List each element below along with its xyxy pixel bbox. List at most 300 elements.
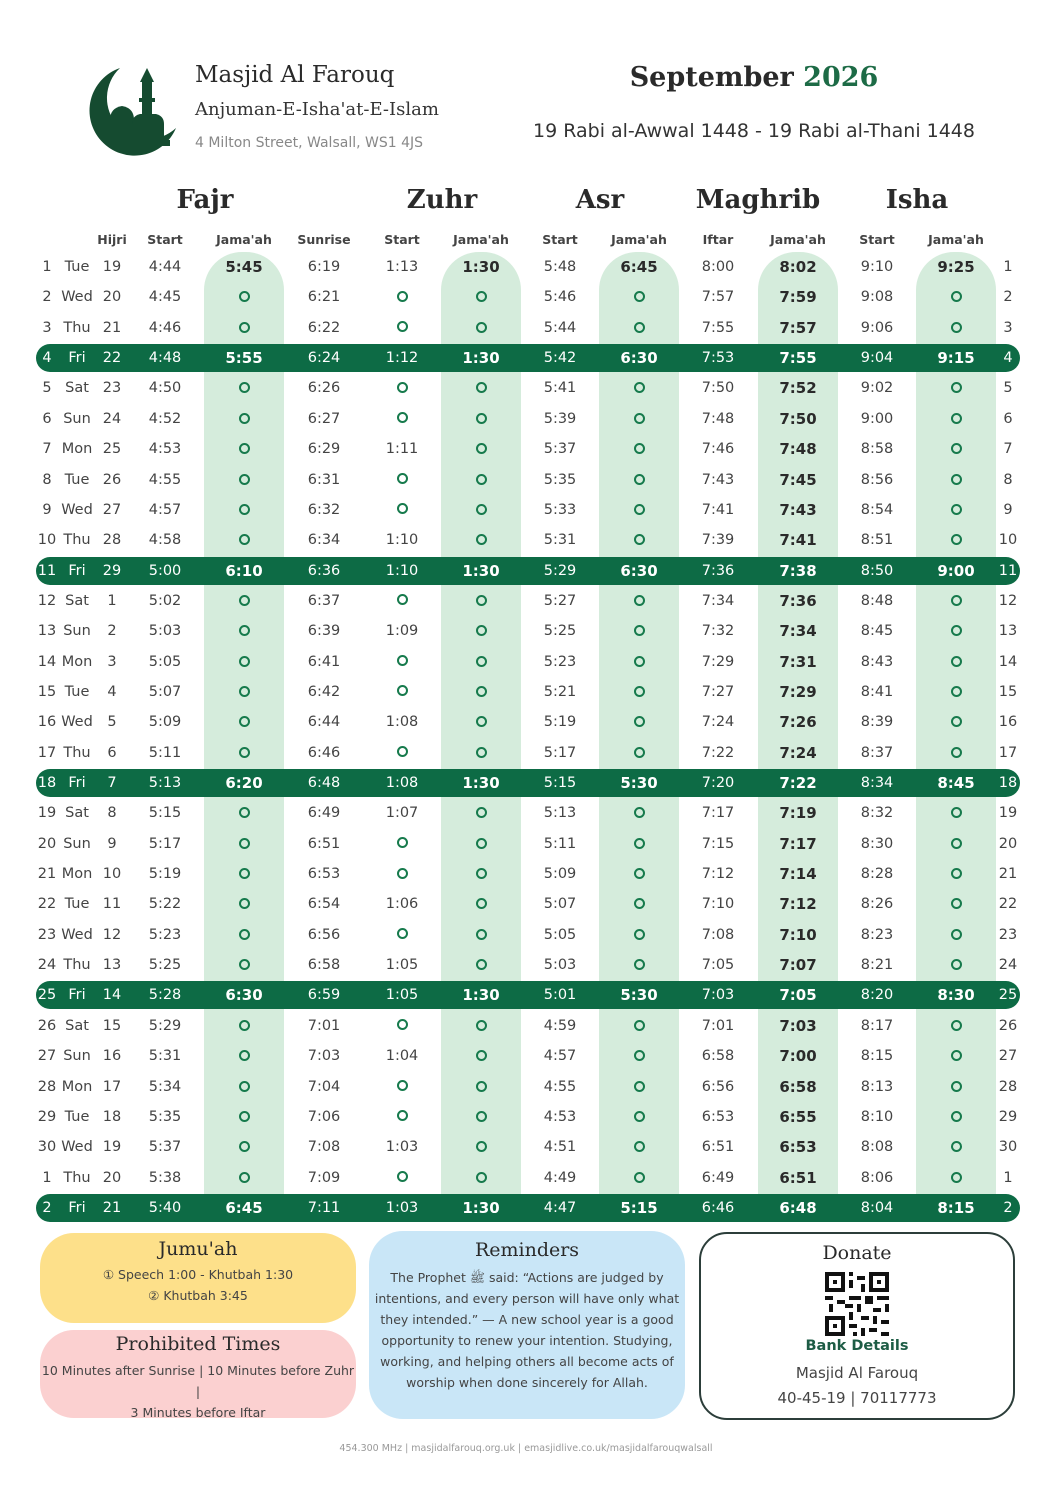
iftar: 6:56 bbox=[701, 1078, 735, 1095]
ring-icon bbox=[476, 838, 487, 849]
sunrise: 6:44 bbox=[307, 714, 341, 731]
ring-icon bbox=[239, 716, 250, 727]
isha-jamah-same-icon bbox=[916, 314, 996, 342]
fajr-start: 4:55 bbox=[148, 471, 182, 488]
maghrib-jamah: 7:34 bbox=[779, 622, 817, 641]
zuhr-start-same-icon bbox=[372, 466, 432, 494]
zuhr-jamah-same-icon bbox=[441, 890, 521, 918]
asr-start: 5:41 bbox=[543, 380, 577, 397]
isha-jamah-same-icon bbox=[916, 799, 996, 827]
maghrib-jamah: 7:38 bbox=[779, 561, 817, 580]
zuhr-start: 1:03 bbox=[385, 1199, 419, 1216]
ring-icon bbox=[239, 959, 250, 970]
table-row bbox=[36, 405, 1020, 433]
isha-jamah-same-icon bbox=[916, 1133, 996, 1161]
ring-icon bbox=[397, 473, 408, 484]
hijri-day: 21 bbox=[102, 319, 122, 336]
table-row bbox=[36, 1012, 1020, 1040]
ring-icon bbox=[951, 291, 962, 302]
day-number: 2 bbox=[42, 1199, 52, 1216]
asr-jamah-same-icon bbox=[599, 1103, 679, 1131]
day-number-right: 3 bbox=[1003, 319, 1013, 336]
ring-icon bbox=[239, 474, 250, 485]
asr-jamah-same-icon bbox=[599, 526, 679, 554]
weekday: Tue bbox=[64, 259, 90, 275]
table-row-friday bbox=[36, 1194, 1020, 1222]
ring-icon bbox=[951, 413, 962, 424]
ring-icon bbox=[239, 1141, 250, 1152]
weekday: Mon bbox=[61, 866, 93, 882]
asr-start: 5:46 bbox=[543, 289, 577, 306]
fajr-start: 4:50 bbox=[148, 380, 182, 397]
ring-icon bbox=[397, 928, 408, 939]
asr-jamah-same-icon bbox=[599, 587, 679, 615]
isha-start: 8:28 bbox=[860, 866, 894, 882]
weekday: Wed bbox=[61, 501, 93, 518]
hijri-day: 2 bbox=[107, 623, 117, 640]
ring-icon bbox=[476, 716, 487, 727]
year-label: 2026 bbox=[803, 62, 879, 93]
ring-icon bbox=[397, 1110, 408, 1121]
sunrise: 6:29 bbox=[307, 441, 341, 458]
fajr-jamah: 5:55 bbox=[225, 349, 263, 368]
masjid-name: Masjid Al Farouq bbox=[195, 62, 395, 88]
fajr-jamah-same-icon bbox=[204, 921, 284, 949]
day-number: 25 bbox=[37, 987, 57, 1004]
ring-icon bbox=[397, 412, 408, 423]
asr-start: 4:51 bbox=[543, 1139, 577, 1156]
ring-icon bbox=[476, 595, 487, 606]
hijri-day: 11 bbox=[102, 896, 122, 913]
iftar: 7:27 bbox=[701, 683, 735, 700]
isha-jamah-same-icon bbox=[916, 951, 996, 979]
ring-icon bbox=[634, 595, 645, 606]
day-number: 16 bbox=[37, 714, 57, 731]
ring-icon bbox=[239, 1111, 250, 1122]
day-number-right: 25 bbox=[998, 987, 1018, 1004]
ring-icon bbox=[634, 868, 645, 879]
col-fajr-start: Start bbox=[147, 232, 183, 247]
zuhr-jamah-same-icon bbox=[441, 1103, 521, 1131]
ring-icon bbox=[239, 807, 250, 818]
fajr-jamah-same-icon bbox=[204, 708, 284, 736]
day-number: 27 bbox=[37, 1048, 57, 1065]
reminders-title: Reminders bbox=[474, 1239, 580, 1261]
asr-jamah-same-icon bbox=[599, 708, 679, 736]
isha-jamah-same-icon bbox=[916, 435, 996, 463]
zuhr-jamah: 1:30 bbox=[462, 258, 500, 276]
day-number-right: 1 bbox=[1003, 1169, 1013, 1186]
hijri-day: 14 bbox=[102, 987, 122, 1004]
zuhr-start: 1:08 bbox=[385, 714, 419, 731]
fajr-start: 4:53 bbox=[148, 441, 182, 458]
zuhr-jamah-same-icon bbox=[441, 830, 521, 858]
fajr-jamah-same-icon bbox=[204, 739, 284, 767]
zuhr-jamah-same-icon bbox=[441, 799, 521, 827]
ring-icon bbox=[951, 747, 962, 758]
fajr-start: 5:11 bbox=[148, 744, 182, 761]
zuhr-jamah-same-icon bbox=[441, 526, 521, 554]
sunrise: 6:51 bbox=[307, 835, 341, 852]
maghrib-jamah: 6:58 bbox=[779, 1077, 817, 1096]
maghrib-jamah: 7:55 bbox=[779, 349, 817, 368]
asr-start: 4:57 bbox=[543, 1048, 577, 1065]
sunrise: 6:31 bbox=[307, 471, 341, 488]
weekday: Mon bbox=[61, 441, 93, 458]
fajr-jamah-same-icon bbox=[204, 799, 284, 827]
ring-icon bbox=[634, 474, 645, 485]
day-number: 14 bbox=[37, 653, 57, 670]
isha-start: 8:10 bbox=[860, 1108, 894, 1125]
isha-start: 8:48 bbox=[860, 592, 894, 609]
table-row bbox=[36, 1103, 1020, 1131]
fajr-jamah: 6:10 bbox=[225, 561, 263, 580]
footer-links: 454.300 MHz | masjidalfarouq.org.uk | emasjidlive.co.uk/masjidalfarouqwalsall bbox=[339, 1443, 713, 1454]
isha-jamah-same-icon bbox=[916, 678, 996, 706]
fajr-jamah-same-icon bbox=[204, 587, 284, 615]
fajr-start: 5:23 bbox=[148, 926, 182, 943]
isha-jamah-same-icon bbox=[916, 466, 996, 494]
hijri-day: 6 bbox=[107, 744, 117, 761]
isha-start: 8:17 bbox=[860, 1017, 894, 1034]
zuhr-start-same-icon bbox=[372, 405, 432, 433]
asr-start: 5:11 bbox=[543, 835, 577, 852]
maghrib-jamah: 7:19 bbox=[779, 804, 817, 823]
asr-start: 5:01 bbox=[543, 987, 577, 1004]
prayer-heading-isha: Isha bbox=[885, 185, 949, 215]
ring-icon bbox=[634, 382, 645, 393]
isha-jamah-same-icon bbox=[916, 374, 996, 402]
ring-icon bbox=[634, 1111, 645, 1122]
asr-jamah-same-icon bbox=[599, 496, 679, 524]
ring-icon bbox=[951, 656, 962, 667]
maghrib-jamah: 7:36 bbox=[779, 591, 817, 610]
col-isha-start: Start bbox=[859, 232, 895, 247]
sunrise: 6:39 bbox=[307, 623, 341, 640]
hijri-range: 19 Rabi al-Awwal 1448 - 19 Rabi al-Thani 1448 bbox=[532, 120, 975, 142]
ring-icon bbox=[634, 716, 645, 727]
isha-jamah-same-icon bbox=[916, 739, 996, 767]
asr-jamah: 6:45 bbox=[620, 258, 658, 276]
ring-icon bbox=[397, 685, 408, 696]
maghrib-jamah: 7:17 bbox=[779, 834, 817, 853]
prohibited-line-1: 10 Minutes after Sunrise | 10 Minutes before Zuhr | bbox=[41, 1363, 355, 1399]
table-row bbox=[36, 466, 1020, 494]
fajr-start: 5:09 bbox=[148, 714, 182, 731]
asr-jamah-same-icon bbox=[599, 405, 679, 433]
weekday: Mon bbox=[61, 653, 93, 670]
reminder-line: The Prophet ﷺ said: “Actions are judged by bbox=[390, 1270, 664, 1285]
reminder-line: working, and helping others all become acts of bbox=[380, 1354, 674, 1369]
asr-jamah-same-icon bbox=[599, 1012, 679, 1040]
prayer-heading-maghrib: Maghrib bbox=[695, 185, 821, 215]
asr-jamah: 5:15 bbox=[620, 1198, 658, 1217]
isha-start: 8:54 bbox=[860, 501, 894, 518]
ring-icon bbox=[951, 1050, 962, 1061]
ring-icon bbox=[951, 1141, 962, 1152]
fajr-start: 4:46 bbox=[148, 319, 182, 336]
iftar: 7:46 bbox=[701, 441, 735, 458]
fajr-start: 5:17 bbox=[148, 835, 182, 852]
col-hijri: Hijri bbox=[97, 232, 127, 247]
ring-icon bbox=[476, 443, 487, 454]
ring-icon bbox=[397, 1080, 408, 1091]
ring-icon bbox=[239, 656, 250, 667]
ring-icon bbox=[951, 807, 962, 818]
day-number: 29 bbox=[37, 1108, 57, 1125]
iftar: 7:24 bbox=[701, 714, 735, 731]
ring-icon bbox=[634, 322, 645, 333]
maghrib-jamah: 7:59 bbox=[779, 288, 817, 307]
day-number: 1 bbox=[42, 259, 52, 275]
day-number: 11 bbox=[37, 562, 57, 579]
col-iftar: Iftar bbox=[702, 232, 734, 247]
asr-jamah-same-icon bbox=[599, 860, 679, 888]
ring-icon bbox=[476, 959, 487, 970]
asr-start: 5:13 bbox=[543, 805, 577, 822]
zuhr-jamah-same-icon bbox=[441, 739, 521, 767]
zuhr-jamah: 1:30 bbox=[462, 1198, 500, 1217]
day-number-right: 15 bbox=[998, 683, 1018, 700]
ring-icon bbox=[951, 1020, 962, 1031]
asr-jamah-same-icon bbox=[599, 435, 679, 463]
zuhr-start: 1:03 bbox=[385, 1139, 419, 1156]
col-maghrib-jamah: Jama'ah bbox=[770, 232, 826, 247]
day-number-right: 28 bbox=[998, 1078, 1018, 1095]
sunrise: 7:03 bbox=[307, 1048, 341, 1065]
table-row bbox=[36, 678, 1020, 706]
ring-icon bbox=[476, 656, 487, 667]
ring-icon bbox=[951, 474, 962, 485]
ring-icon bbox=[634, 534, 645, 545]
weekday: Fri bbox=[68, 987, 86, 1004]
ring-icon bbox=[239, 322, 250, 333]
ring-icon bbox=[239, 898, 250, 909]
asr-jamah-same-icon bbox=[599, 466, 679, 494]
isha-jamah-same-icon bbox=[916, 283, 996, 311]
iftar: 7:39 bbox=[701, 532, 735, 549]
fajr-start: 5:34 bbox=[148, 1078, 182, 1095]
table-row bbox=[36, 860, 1020, 888]
fajr-jamah-same-icon bbox=[204, 617, 284, 645]
ring-icon bbox=[476, 686, 487, 697]
ring-icon bbox=[634, 1020, 645, 1031]
ring-icon bbox=[951, 595, 962, 606]
hijri-day: 21 bbox=[102, 1199, 122, 1216]
asr-start: 5:44 bbox=[543, 319, 577, 336]
zuhr-jamah-same-icon bbox=[441, 1042, 521, 1070]
hijri-day: 3 bbox=[107, 653, 117, 670]
ring-icon bbox=[397, 291, 408, 302]
iftar: 7:17 bbox=[701, 805, 735, 822]
isha-start: 8:50 bbox=[860, 562, 894, 579]
ring-icon bbox=[239, 291, 250, 302]
hijri-day: 25 bbox=[102, 441, 122, 458]
ring-icon bbox=[476, 625, 487, 636]
ring-icon bbox=[951, 534, 962, 545]
day-number: 30 bbox=[37, 1139, 57, 1156]
maghrib-jamah: 7:05 bbox=[779, 986, 817, 1005]
asr-start: 5:07 bbox=[543, 896, 577, 913]
iftar: 7:50 bbox=[701, 380, 735, 397]
day-number: 4 bbox=[42, 350, 52, 367]
table-row-friday bbox=[36, 557, 1020, 585]
bank-details-label: Bank Details bbox=[805, 1338, 909, 1354]
fajr-jamah-same-icon bbox=[204, 1042, 284, 1070]
maghrib-jamah: 7:07 bbox=[779, 956, 817, 975]
fajr-jamah-same-icon bbox=[204, 860, 284, 888]
asr-start: 5:35 bbox=[543, 471, 577, 488]
iftar: 7:22 bbox=[701, 744, 735, 761]
isha-start: 9:06 bbox=[860, 319, 894, 336]
sunrise: 6:37 bbox=[307, 592, 341, 609]
weekday: Thu bbox=[63, 532, 91, 549]
iftar: 7:57 bbox=[701, 289, 735, 306]
isha-start: 9:02 bbox=[860, 380, 894, 397]
sunrise: 6:58 bbox=[307, 957, 341, 974]
maghrib-jamah: 7:48 bbox=[779, 440, 817, 459]
day-number: 8 bbox=[42, 471, 52, 488]
ring-icon bbox=[239, 1050, 250, 1061]
asr-start: 5:48 bbox=[543, 259, 577, 275]
day-number-right: 27 bbox=[998, 1048, 1018, 1065]
fajr-jamah-same-icon bbox=[204, 374, 284, 402]
ring-icon bbox=[397, 868, 408, 879]
fajr-jamah-same-icon bbox=[204, 526, 284, 554]
zuhr-jamah-same-icon bbox=[441, 1164, 521, 1192]
fajr-jamah-same-icon bbox=[204, 1012, 284, 1040]
maghrib-jamah: 7:57 bbox=[779, 318, 817, 337]
zuhr-jamah-same-icon bbox=[441, 678, 521, 706]
ring-icon bbox=[239, 838, 250, 849]
isha-jamah-same-icon bbox=[916, 830, 996, 858]
day-number: 23 bbox=[37, 926, 57, 943]
ring-icon bbox=[239, 625, 250, 636]
iftar: 7:12 bbox=[701, 866, 735, 882]
zuhr-start-same-icon bbox=[372, 678, 432, 706]
ring-icon bbox=[239, 413, 250, 424]
hijri-day: 23 bbox=[102, 380, 122, 397]
fajr-start: 5:40 bbox=[148, 1199, 182, 1216]
ring-icon bbox=[397, 1171, 408, 1182]
prayer-heading-zuhr: Zuhr bbox=[406, 185, 478, 215]
iftar: 7:34 bbox=[701, 592, 735, 609]
mosque-crescent-icon bbox=[80, 62, 180, 158]
ring-icon bbox=[476, 474, 487, 485]
fajr-start: 5:37 bbox=[148, 1139, 182, 1156]
ring-icon bbox=[634, 443, 645, 454]
table-row bbox=[36, 587, 1020, 615]
fajr-start: 5:28 bbox=[148, 987, 182, 1004]
asr-start: 4:55 bbox=[543, 1078, 577, 1095]
weekday: Thu bbox=[63, 1169, 91, 1186]
iftar: 7:43 bbox=[701, 471, 735, 488]
isha-jamah: 8:45 bbox=[937, 774, 975, 792]
isha-start: 8:15 bbox=[860, 1048, 894, 1065]
zuhr-jamah-same-icon bbox=[441, 708, 521, 736]
hijri-day: 15 bbox=[102, 1017, 122, 1034]
zuhr-start: 1:11 bbox=[385, 441, 419, 458]
zuhr-jamah-same-icon bbox=[441, 314, 521, 342]
zuhr-jamah: 1:30 bbox=[462, 986, 500, 1005]
hijri-day: 20 bbox=[102, 289, 122, 306]
weekday: Mon bbox=[61, 1078, 93, 1095]
ring-icon bbox=[239, 747, 250, 758]
maghrib-jamah: 7:26 bbox=[779, 713, 817, 732]
zuhr-jamah-same-icon bbox=[441, 466, 521, 494]
maghrib-jamah: 7:03 bbox=[779, 1016, 817, 1035]
isha-start: 8:21 bbox=[860, 957, 894, 974]
masjid-subtitle: Anjuman-E-Isha'at-E-Islam bbox=[195, 99, 439, 120]
fajr-jamah-same-icon bbox=[204, 648, 284, 676]
day-number: 3 bbox=[42, 319, 52, 336]
fajr-jamah-same-icon bbox=[204, 496, 284, 524]
zuhr-start-same-icon bbox=[372, 1012, 432, 1040]
zuhr-jamah-same-icon bbox=[441, 1073, 521, 1101]
weekday: Sun bbox=[63, 835, 91, 852]
asr-jamah: 5:30 bbox=[620, 986, 658, 1005]
zuhr-start-same-icon bbox=[372, 1073, 432, 1101]
fajr-jamah-same-icon bbox=[204, 951, 284, 979]
asr-jamah-same-icon bbox=[599, 799, 679, 827]
asr-start: 4:53 bbox=[543, 1108, 577, 1125]
asr-start: 5:31 bbox=[543, 532, 577, 549]
table-row bbox=[36, 708, 1020, 736]
qr-code-icon[interactable] bbox=[825, 1272, 889, 1336]
fajr-start: 5:03 bbox=[148, 623, 182, 640]
table-row bbox=[36, 739, 1020, 767]
table-row bbox=[36, 1042, 1020, 1070]
zuhr-jamah: 1:30 bbox=[462, 774, 500, 792]
fajr-jamah: 5:45 bbox=[225, 258, 263, 276]
sunrise: 7:11 bbox=[307, 1199, 341, 1216]
weekday: Tue bbox=[64, 683, 90, 700]
ring-icon bbox=[951, 686, 962, 697]
maghrib-jamah: 7:10 bbox=[779, 925, 817, 944]
prohibited-times-box bbox=[40, 1330, 356, 1418]
iftar: 7:29 bbox=[701, 653, 735, 670]
zuhr-jamah-same-icon bbox=[441, 496, 521, 524]
weekday: Sat bbox=[65, 805, 89, 822]
isha-jamah-same-icon bbox=[916, 648, 996, 676]
zuhr-start: 1:13 bbox=[385, 259, 419, 275]
day-number-right: 17 bbox=[998, 744, 1018, 761]
isha-jamah-same-icon bbox=[916, 1042, 996, 1070]
zuhr-start-same-icon bbox=[372, 587, 432, 615]
iftar: 7:10 bbox=[701, 896, 735, 913]
maghrib-jamah: 8:02 bbox=[779, 258, 817, 276]
fajr-start: 5:25 bbox=[148, 957, 182, 974]
hijri-day: 10 bbox=[102, 866, 122, 882]
ring-icon bbox=[634, 291, 645, 302]
prayer-heading-fajr: Fajr bbox=[176, 185, 234, 215]
ring-icon bbox=[951, 382, 962, 393]
asr-start: 4:47 bbox=[543, 1199, 577, 1216]
day-number: 22 bbox=[37, 896, 57, 913]
isha-jamah-same-icon bbox=[916, 526, 996, 554]
ring-icon bbox=[476, 534, 487, 545]
jumuah-box bbox=[40, 1233, 356, 1323]
prohibited-title: Prohibited Times bbox=[115, 1333, 281, 1355]
month-label: September bbox=[629, 62, 794, 93]
weekday: Fri bbox=[68, 562, 86, 579]
donate-title: Donate bbox=[822, 1242, 892, 1264]
col-zuhr-start: Start bbox=[384, 232, 420, 247]
sunrise: 6:53 bbox=[307, 866, 341, 882]
ring-icon bbox=[634, 656, 645, 667]
hijri-day: 13 bbox=[102, 957, 122, 974]
fajr-start: 4:45 bbox=[148, 289, 182, 306]
